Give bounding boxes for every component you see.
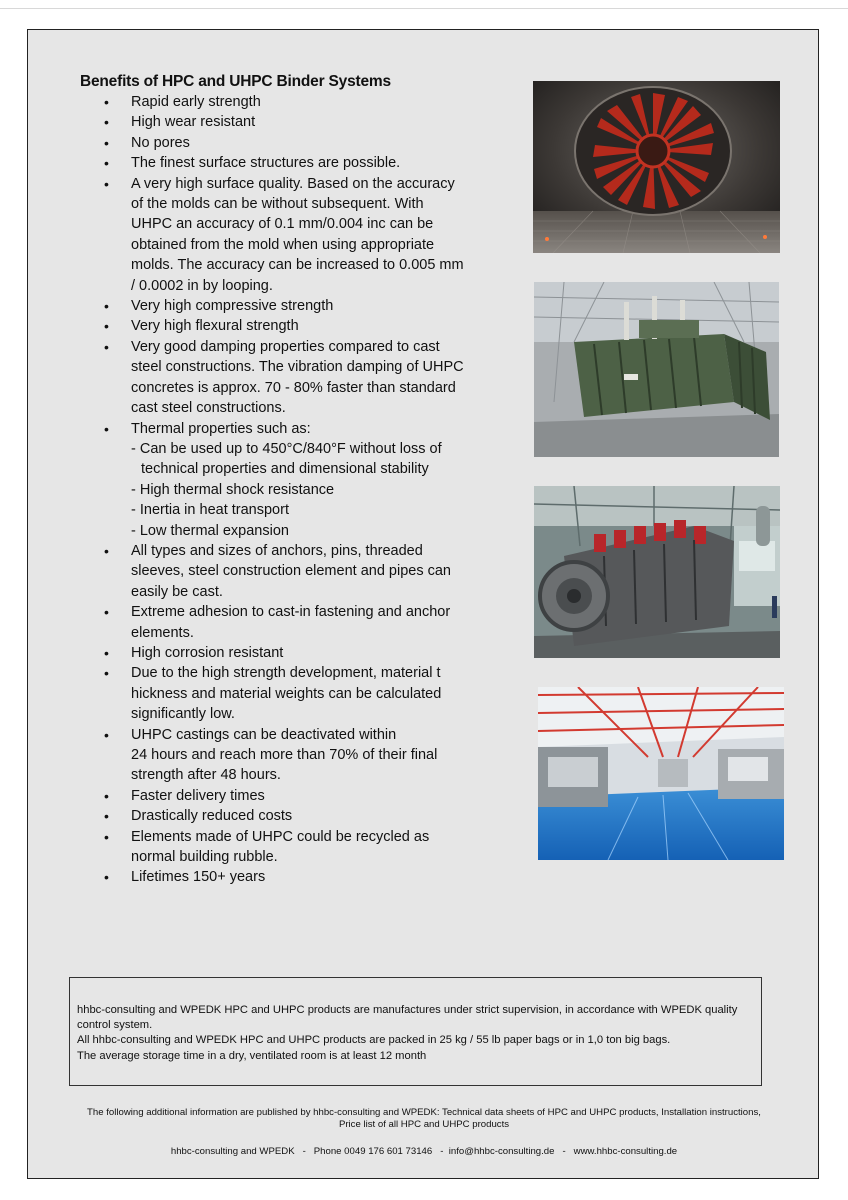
- list-item: • High corrosion resistant: [104, 643, 464, 663]
- notice-line-quality: hhbc-consulting and WPEDK HPC and UHPC products are manufactures under strict supervision, in accordance with WPEDK quality control system.: [77, 1004, 738, 1032]
- wind-tunnel-fan-photo: [533, 81, 780, 253]
- list-item: • Faster delivery times: [104, 786, 464, 806]
- additional-info-line1: The following additional information are published by hhbc-consulting and WPEDK: Technical data sheets of HPC and UHPC products, Installation instructions,: [87, 1107, 761, 1118]
- sublist-item-continued: technical properties and dimensional stability: [141, 461, 429, 478]
- quality-notice-box: [69, 977, 762, 1086]
- list-item: • High wear resistant: [104, 112, 464, 132]
- list-item: • Lifetimes 150+ years: [104, 867, 464, 887]
- list-item-uhpc-castings: [104, 725, 464, 786]
- transformer-hall-photo: [534, 282, 779, 457]
- sublist-item: - Inertia in heat transport: [131, 502, 289, 519]
- list-item: • Elements made of UHPC could be recycled as normal building rubble.: [104, 827, 464, 868]
- list-item-thermal: [104, 419, 464, 541]
- list-item: • Very good damping properties compared to cast steel constructions. The vibration damping of UHPC concretes is approx. 70 - 80% faster than standard cast steel constructions.: [104, 337, 464, 419]
- additional-info-line2: Price list of all HPC and UHPC products: [338, 1119, 510, 1130]
- list-item: • Extreme adhesion to cast-in fastening and anchor elements.: [104, 602, 464, 643]
- thermal-sublist: [131, 439, 464, 541]
- list-item: • Due to the high strength development, material t hickness and material weights can be calculated significantly low.: [104, 663, 464, 724]
- list-item: • Drastically reduced costs: [104, 806, 464, 826]
- benefits-list: [104, 92, 464, 888]
- notice-line-packaging: All hhbc-consulting and WPEDK HPC and UHPC products are packed in 25 kg / 55 lb paper bags or in 1,0 ton big bags.: [77, 1034, 671, 1047]
- list-item: • Very high compressive strength: [104, 296, 464, 316]
- sublist-item: - High thermal shock resistance: [131, 481, 335, 498]
- thermal-label: Thermal properties such as:: [131, 420, 311, 437]
- list-item: • The finest surface structures are possible.: [104, 153, 464, 173]
- list-item: • A very high surface quality. Based on the accuracy of the molds can be without subsequent. With UHPC an accuracy of 0.1 mm/0.004 inc can be obtained from the mold when using appropriate molds. The accuracy can be increased to 0.005 mm / 0.0002 in by looping.: [104, 174, 464, 296]
- uhpc-castings-line2: 24 hours and reach more than 70% of their final strength after 48 hours.: [131, 747, 438, 784]
- marine-engine-photo: [534, 486, 780, 658]
- page-top-rule: [0, 0, 848, 9]
- list-item: • No pores: [104, 133, 464, 153]
- contact-footer: hhbc-consulting and WPEDK - Phone 0049 176 601 73146 - info@hhbc-consulting.de - www.hhbc-consulting.de: [170, 1146, 678, 1157]
- sublist-item: - Can be used up to 450°C/840°F without loss of: [131, 440, 442, 457]
- sublist-item: - Low thermal expansion: [131, 522, 289, 539]
- notice-line-storage: The average storage time in a dry, ventilated room is at least 12 month: [77, 1049, 427, 1062]
- uhpc-castings-line1: UHPC castings can be deactivated within: [131, 726, 397, 743]
- additional-info: [28, 1107, 820, 1131]
- list-item: • Very high flexural strength: [104, 316, 464, 336]
- benefits-heading: Benefits of HPC and UHPC Binder Systems: [80, 73, 391, 90]
- document-sheet: [27, 29, 819, 1179]
- factory-floor-photo: [538, 687, 784, 860]
- list-item: • All types and sizes of anchors, pins, threaded sleeves, steel construction element and pipes can easily be cast.: [104, 541, 464, 602]
- list-item: • Rapid early strength: [104, 92, 464, 112]
